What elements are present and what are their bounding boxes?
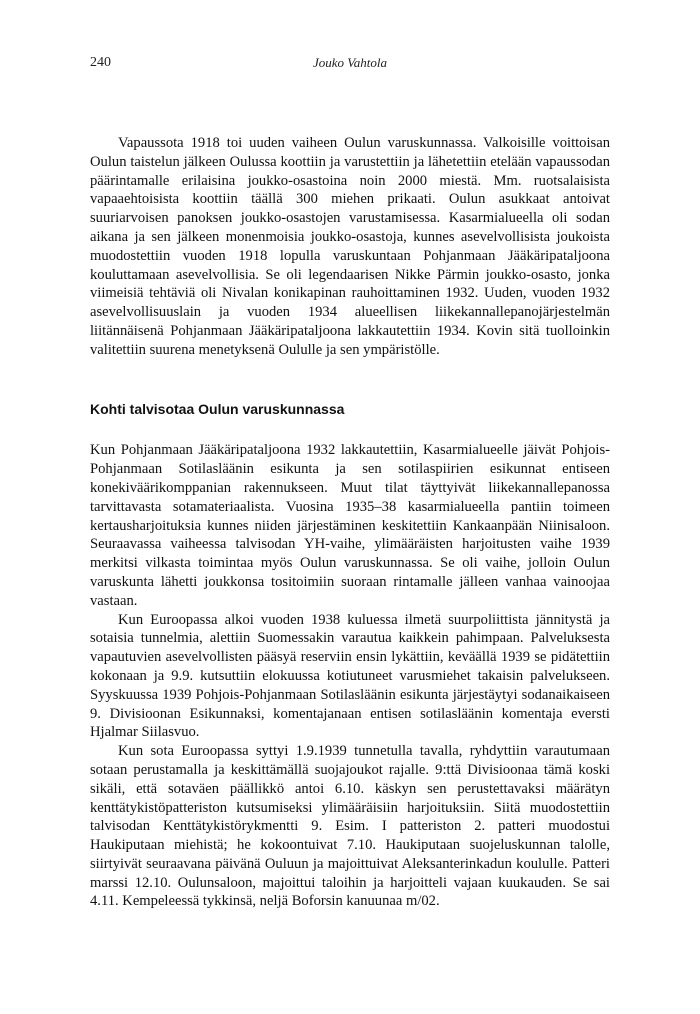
page-number: 240 xyxy=(90,55,111,70)
section-heading: Kohti talvisotaa Oulun varuskunnassa xyxy=(90,400,345,417)
paragraph: Kun Pohjanmaan Jääkäripataljoona 1932 lakkautettiin, Kasarmialueelle jäivät Pohjois-Pohjanmaan Sotilasläänin esikunta ja sen sotilaspiirien esikunnat entiseen konekiväärikomppanian rakennukseen. Muut tilat täyttyivät liikekannallepanossa tarvittavasta sotamateriaalista. Vuosina 1935–38 kasarmialueella pantiin toimeen kertausharjoituksia kunnes niiden järjestäminen keskitettiin Kankaanpään Niinisaloon. Seuraavassa vaiheessa talvisodan YH-vaihe, ylimääräisten harjoitusten vaihe 1939 merkitsi vilkasta toimintaa myös Oulun varuskunnassa. Se oli vaihe, jolloin Oulun varuskunta lähetti joukkonsa tositoimiin suoraan rintamalle jälleen vanhaa vainoojaa vastaan. xyxy=(90,442,610,609)
paragraph: Kun Euroopassa alkoi vuoden 1938 kuluessa ilmetä suurpoliittista jännitystä ja sotaisia tunnelmia, alettiin Suomessakin varautua kaikkein pahimpaan. Palveluksesta vapautuvien asevelvollisten pääsyä reserviin ensin lykättiin, keväällä 1939 se pidätettiin kokonaan ja 9.9. kutsuttiin elokuussa kotiutuneet varusmiehet takaisin palvelukseen. Syyskuussa 1939 Pohjois-Pohjanmaan Sotilasläänin esikunta järjestäytyi sodanaikaiseen 9. Divisioonan Esikunnaksi, komentajanaan entisen sotilasläänin komentaja eversti Hjalmar Siilasvuo. xyxy=(90,611,610,741)
paragraph: Vapaussota 1918 toi uuden vaiheen Oulun varuskunnassa. Valkoisille voittoisan Oulun taistelun jälkeen Oulussa koottiin ja varustettiin ja lähetettiin etelään vapaussodan päärintamalle erilaisina joukko-osastoina noin 2000 miestä. Mm. ruotsalaisista vapaaehtoisista koottiin täällä 300 miehen prikaati. Oulun asukkaat antoivat suuriarvoisen panoksen joukko-osastojen varustamisessa. Kasarmialueella oli sodan aikana ja sen jälkeen monenmoisia joukko-osastoja, kunnes asevelvollisista joukoista muodostettiin vuoden 1918 lopulla varuskuntaan Pohjanmaan Jääkäripataljoona kouluttamaan asevelvollisia. Se oli legendaarisen Nikke Pärmin joukko-osasto, jonka viimeisiä tehtäviä oli Nivalan konikapinan rauhoittaminen 1932. Uuden, vuoden 1932 asevelvollisuuslain ja vuoden 1934 alueellisen liikekannallepanojärjestelmän liitännäisenä Pohjanmaan Jääkäripataljoona lakkautettiin 1934. Kovin sitä tuolloinkin valitettiin suurena menetyksenä Oululle ja sen ympäristölle. xyxy=(90,135,610,358)
body-text xyxy=(90,134,610,911)
running-head-author: Jouko Vahtola xyxy=(312,55,387,70)
paragraph: Kun sota Euroopassa syttyi 1.9.1939 tunnetulla tavalla, ryhdyttiin varautumaan sotaan perustamalla ja keskittämällä suojajoukot rajalle. 9:ttä Divisioonaa tämä koski sikäli, että sotaväen päällikkö antoi 6.10. käskyn sen perustettavaksi määrätyn kenttätykistöpatteriston kutsumiseksi ylimääräisiin harjoituksiin. Siitä muodostettiin talvisodan Kenttätykistörykmentti 9. Esim. I patteriston 2. patteri muodostui Haukiputaan miehistä; he kokoontuivat 7.10. Haukiputaan suojeluskunnan talolle, siirtyivät seuraavana päivänä Ouluun ja majoittuivat Aleksanterinkadun koululle. Patteri marssi 12.10. Oulunsaloon, majoittui taloihin ja harjoitteli vajaan kuukauden. Se sai 4.11. Kempeleessä tykkinsä, neljä Boforsin kanuunaa m/02. xyxy=(90,743,610,910)
page-header xyxy=(90,55,610,75)
